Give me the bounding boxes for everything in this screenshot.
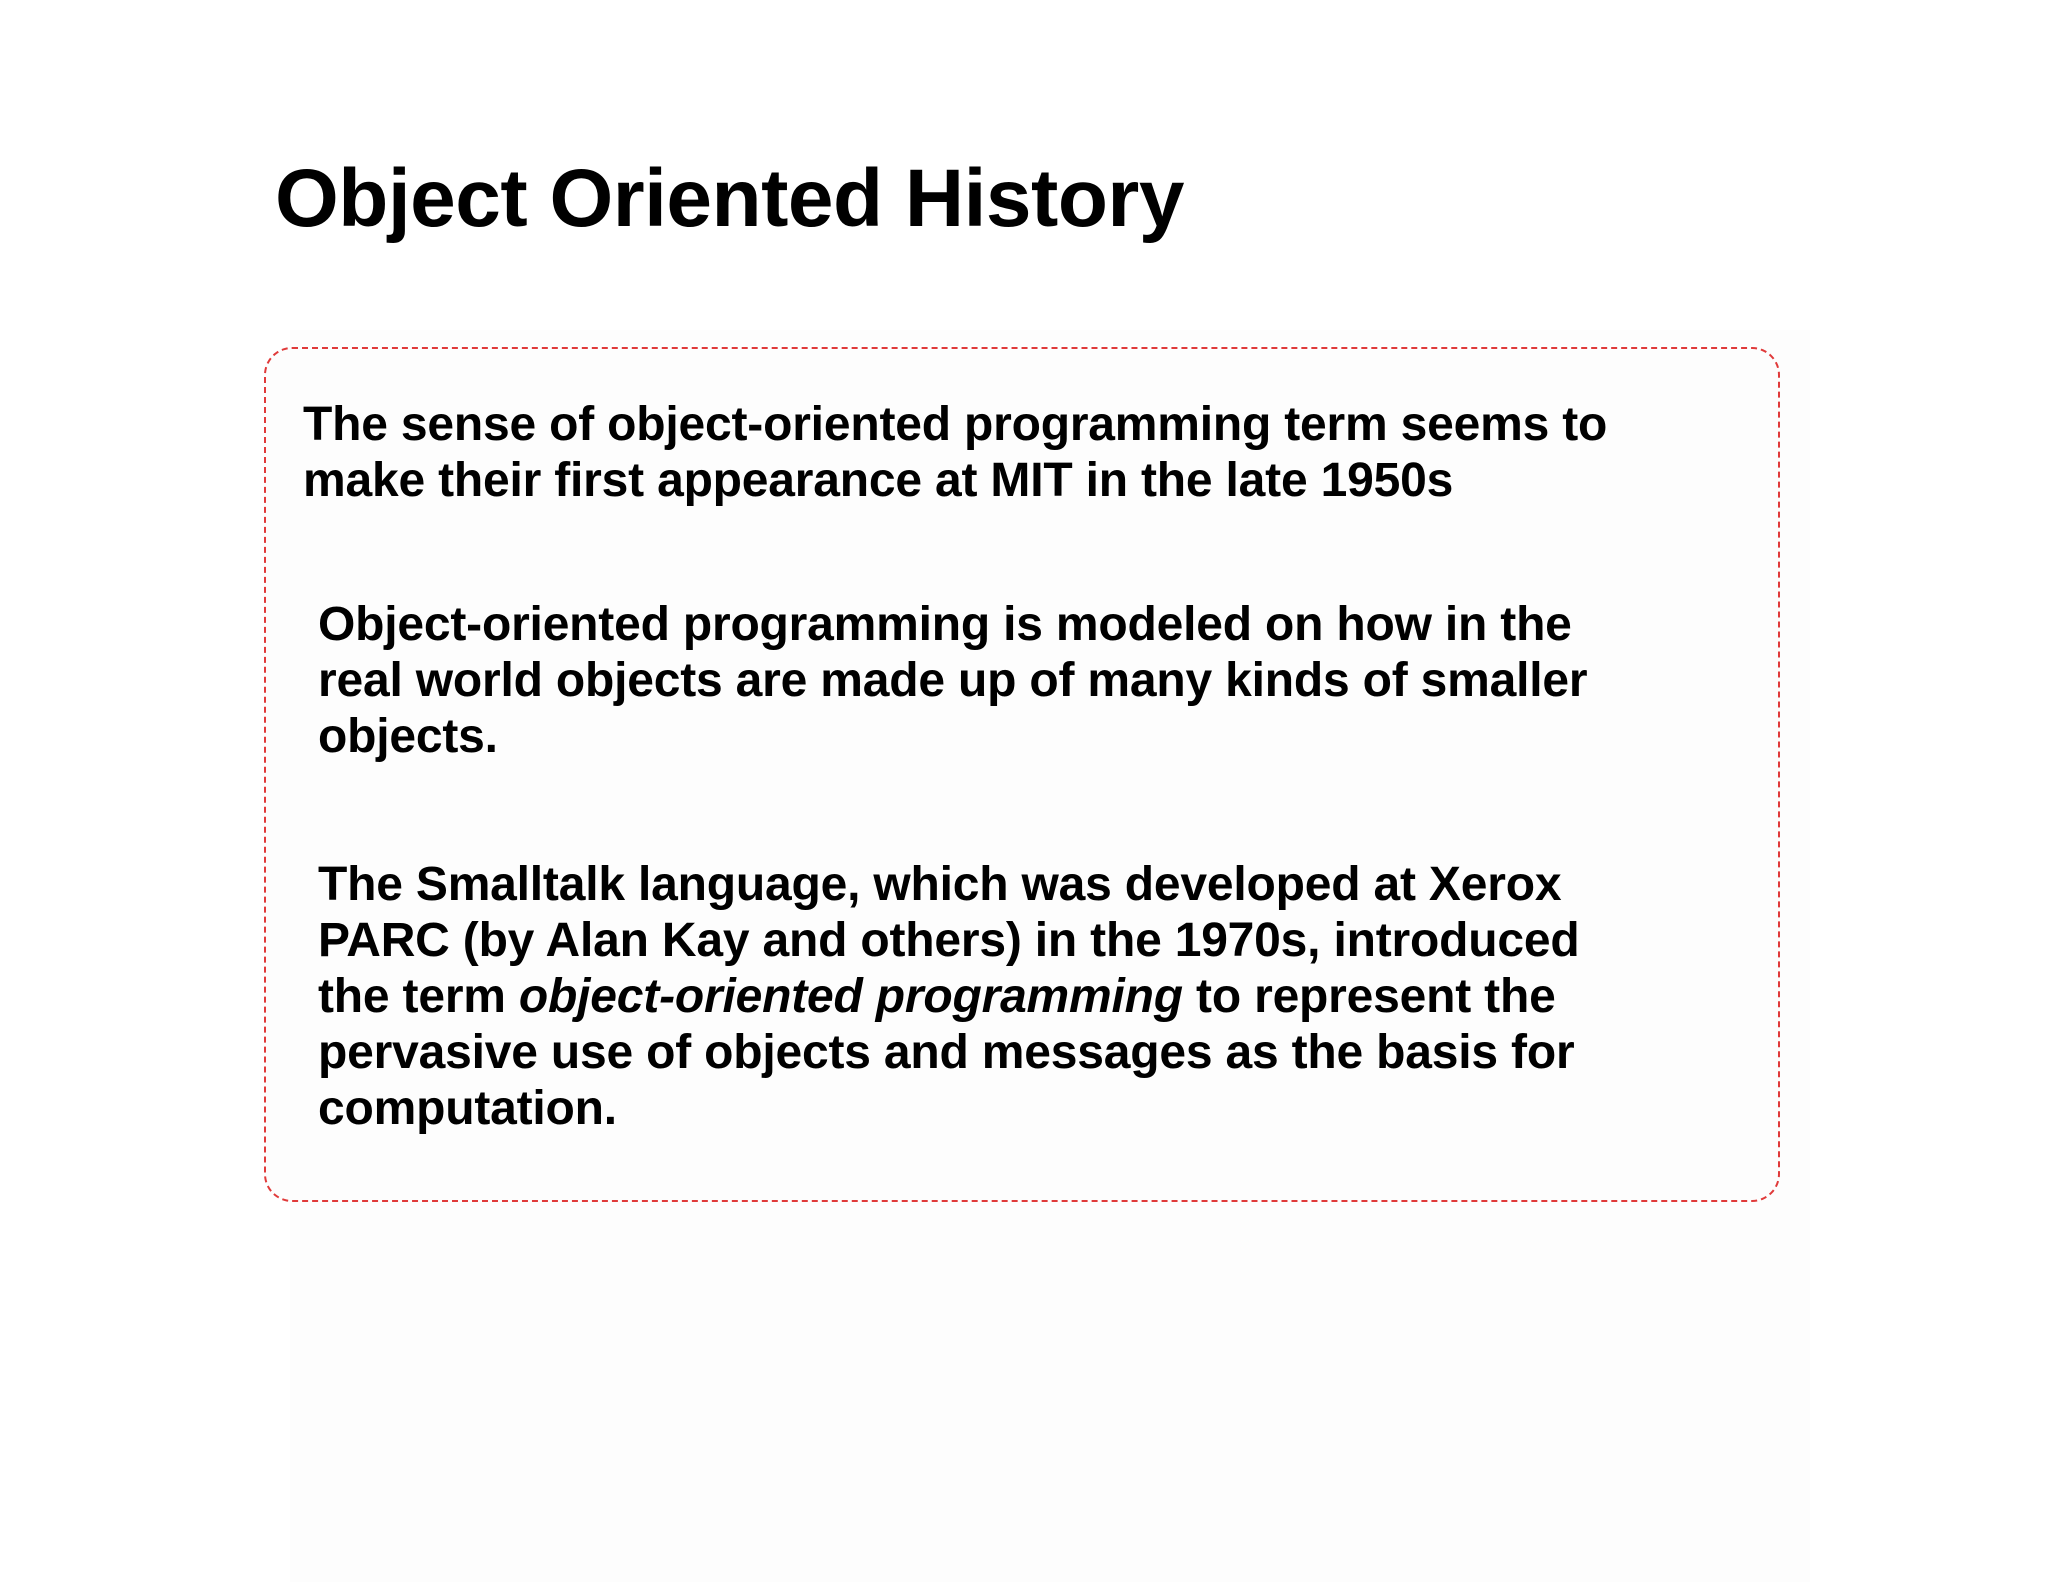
- paragraph-smalltalk: [318, 857, 1758, 1137]
- text-line: Object-oriented programming is modeled on how in the: [318, 598, 1572, 651]
- text-line: The Smalltalk language, which was developed at Xerox: [318, 858, 1562, 911]
- text-line: PARC (by Alan Kay and others) in the 1970s, introduced: [318, 914, 1580, 967]
- text-line: The sense of object-oriented programming term seems to: [303, 398, 1608, 451]
- emphasized-term: object-oriented programming: [518, 970, 1183, 1023]
- term-line-after: to represent the: [1182, 970, 1556, 1023]
- text-line: real world objects are made up of many kinds of smaller: [318, 654, 1588, 707]
- paragraph-real-world-objects: [318, 597, 1758, 765]
- text-line-with-term: [318, 969, 1758, 1025]
- term-line-before: the term: [318, 970, 519, 1023]
- text-line: objects.: [318, 710, 498, 763]
- text-line: make their first appearance at MIT in the late 1950s: [303, 454, 1454, 507]
- text-line: computation.: [318, 1082, 617, 1135]
- slide-title: Object Oriented History: [275, 153, 1184, 244]
- paragraph-mit-origin: [303, 397, 1763, 509]
- text-line: pervasive use of objects and messages as the basis for: [318, 1026, 1575, 1079]
